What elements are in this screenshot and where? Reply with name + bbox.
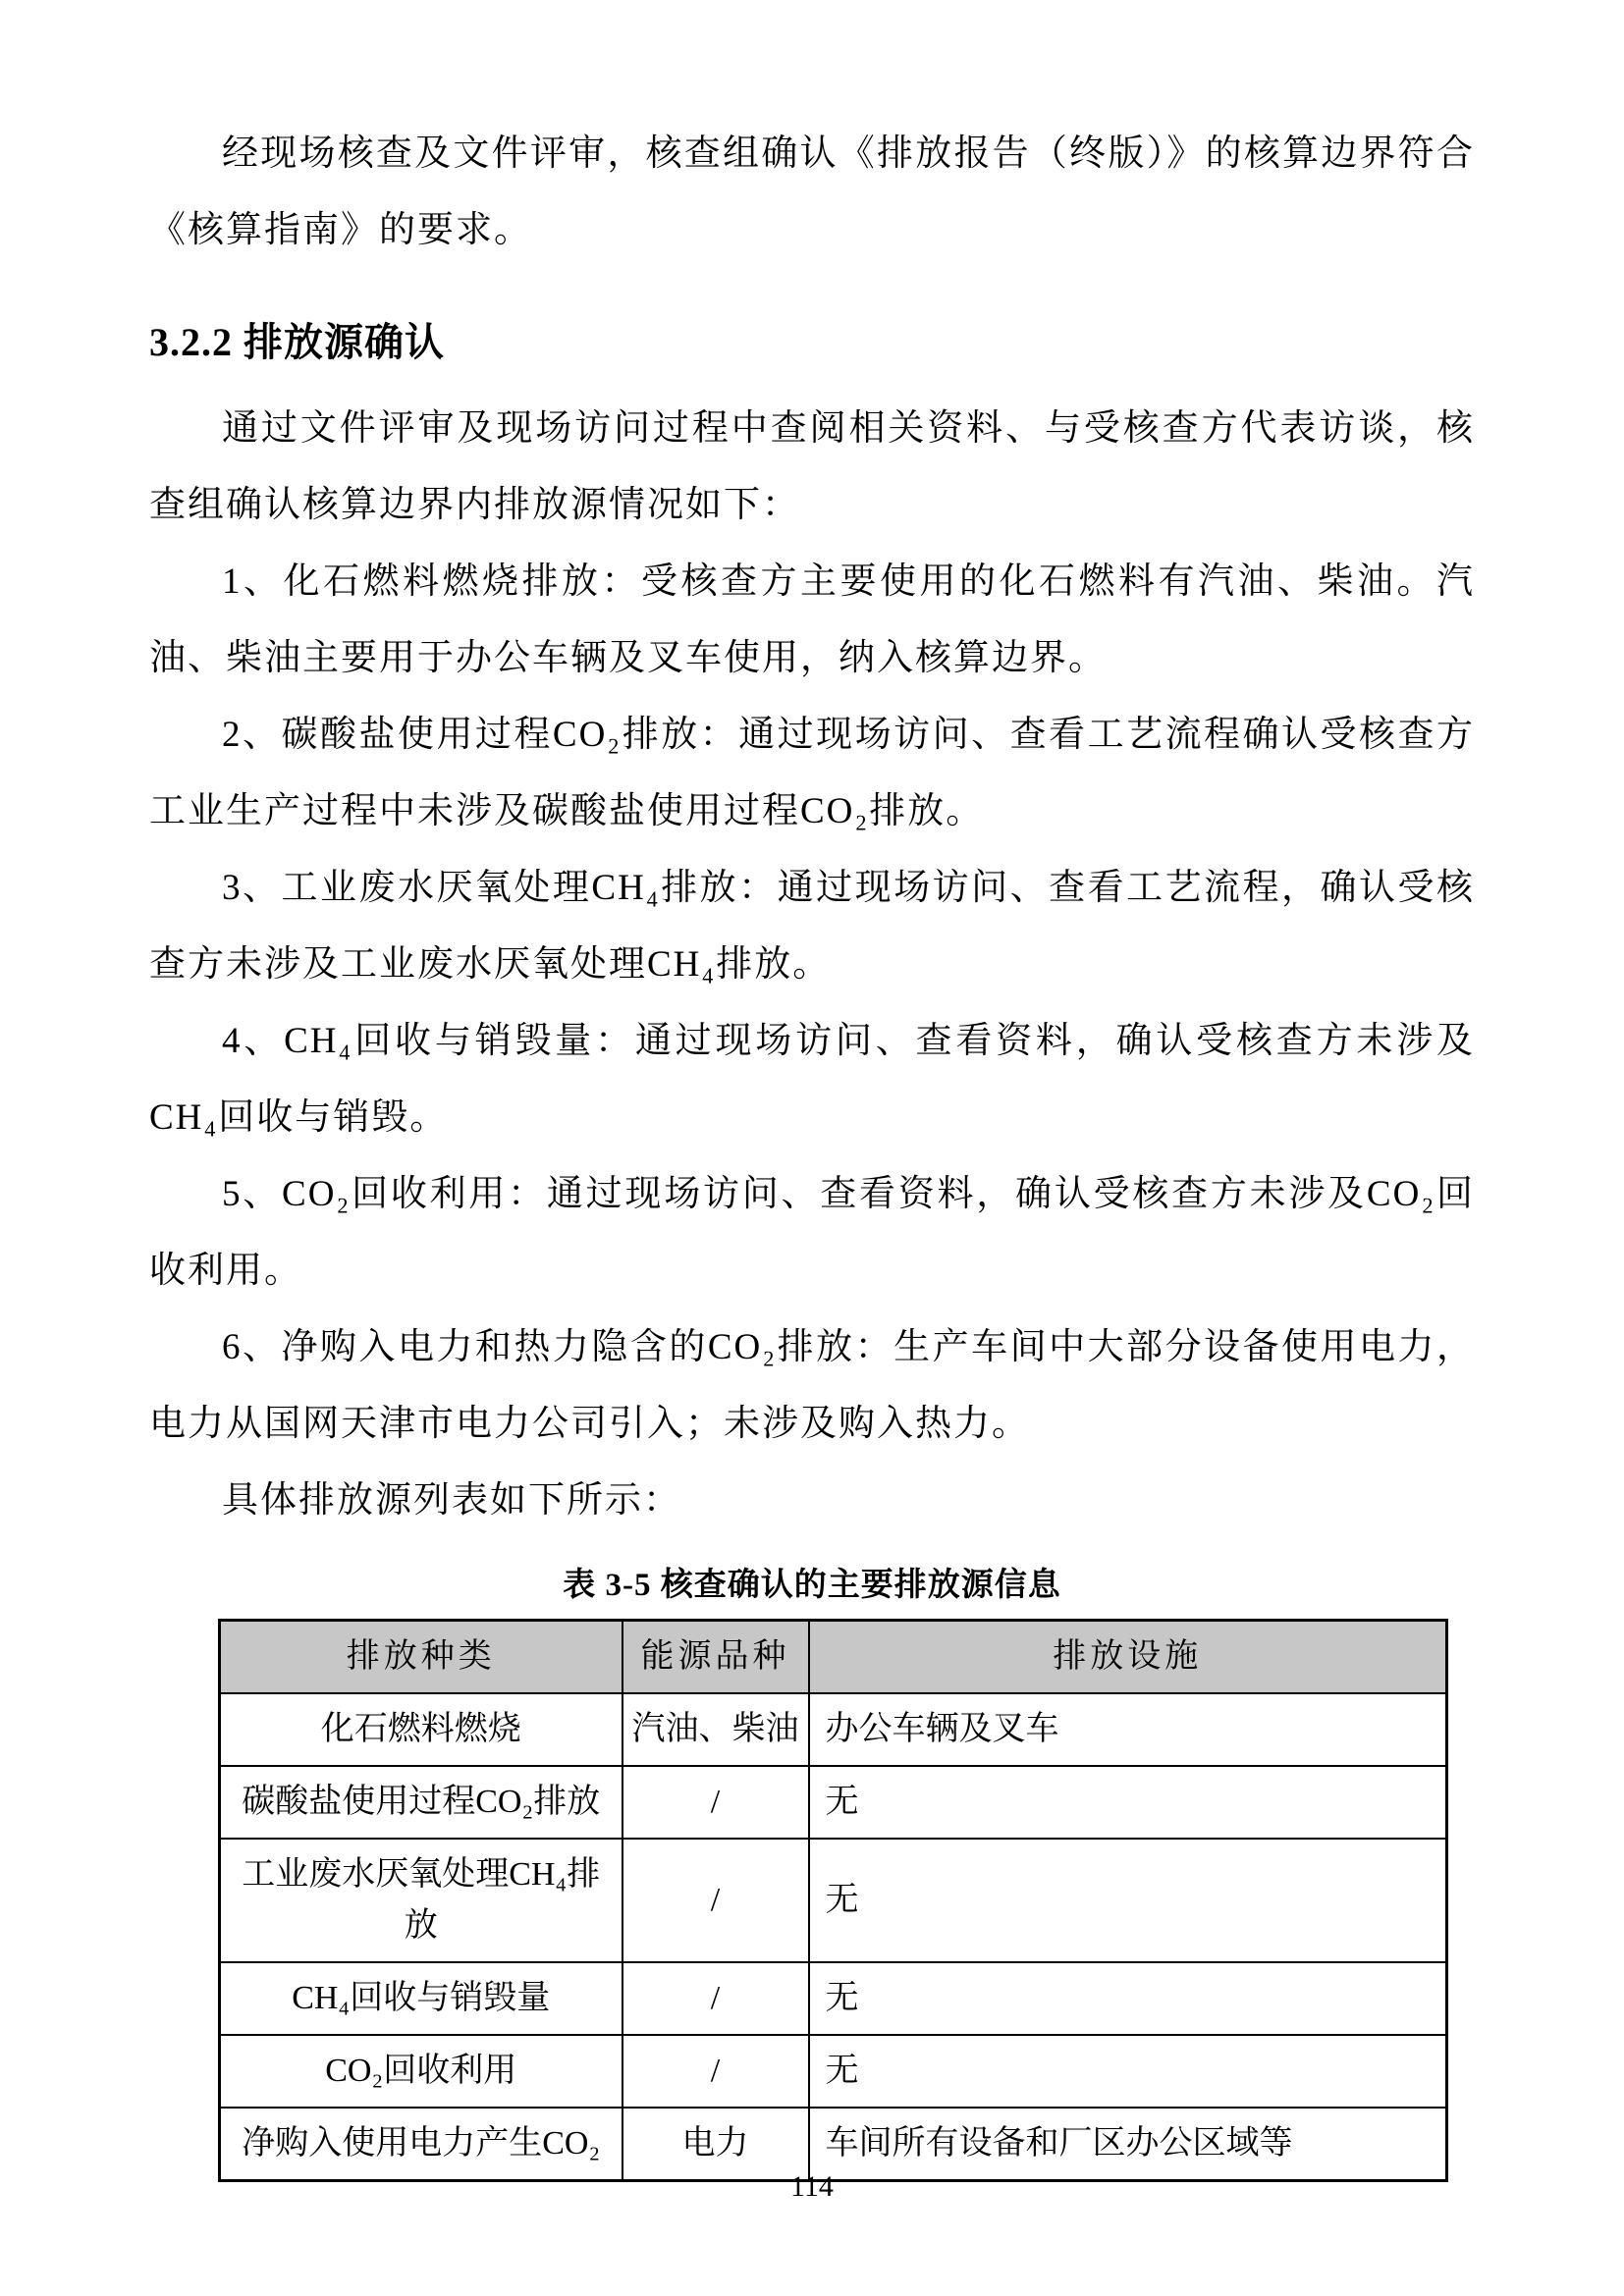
cell-emission-facility: 无 <box>809 1839 1447 1962</box>
cell-emission-facility: 无 <box>809 1766 1447 1839</box>
section-heading: 3.2.2 排放源确认 <box>149 320 445 364</box>
cell-energy-kind: 汽油、柴油 <box>623 1693 809 1766</box>
paragraph-list-intro: 具体排放源列表如下所示： <box>222 1480 681 1521</box>
header-emission-facility: 排放设施 <box>809 1621 1447 1694</box>
table-row <box>220 1766 1447 1839</box>
cell-emission-type: 净购入使用电力产生CO₂ <box>220 2108 623 2181</box>
cell-emission-facility: 办公车辆及叉车 <box>809 1693 1447 1766</box>
emission-source-table <box>218 1619 1448 2182</box>
cell-energy-kind: / <box>623 1962 809 2035</box>
table-row <box>220 1962 1447 2035</box>
header-energy-kind: 能源品种 <box>623 1621 809 1694</box>
page-number: 114 <box>790 2170 834 2203</box>
paragraph-item-6: 6、净购入电力和热力隐含的CO₂排放：生产车间中大部分设备使用电力，电力从国网天津市电力公司引入；未涉及购入热力。 <box>149 1327 1475 1444</box>
table-caption: 表 3-5 核查确认的主要排放源信息 <box>563 1568 1061 1603</box>
cell-emission-type: CH₄回收与销毁量 <box>220 1962 623 2035</box>
cell-emission-type: CO₂回收利用 <box>220 2035 623 2108</box>
intro-paragraph: 经现场核查及文件评审，核查组确认《排放报告（终版）》的核算边界符合《核算指南》的要求。 <box>149 133 1475 250</box>
paragraph-item-4: 4、CH₄回收与销毁量：通过现场访问、查看资料，确认受核查方未涉及CH₄回收与销毁。 <box>149 1021 1475 1138</box>
cell-energy-kind: / <box>623 1839 809 1962</box>
paragraph-item-5: 5、CO₂回收利用：通过现场访问、查看资料，确认受核查方未涉及CO₂回收利用。 <box>149 1174 1475 1291</box>
table-row <box>220 1839 1447 1962</box>
header-emission-type: 排放种类 <box>220 1621 623 1694</box>
cell-emission-type: 碳酸盐使用过程CO₂排放 <box>220 1766 623 1839</box>
table-row <box>220 1693 1447 1766</box>
paragraph-item-2: 2、碳酸盐使用过程CO₂排放：通过现场访问、查看工艺流程确认受核查方工业生产过程中未涉及碳酸盐使用过程CO₂排放。 <box>149 715 1475 831</box>
table-row <box>220 2035 1447 2108</box>
cell-emission-type: 化石燃料燃烧 <box>220 1693 623 1766</box>
paragraph-item-1: 1、化石燃料燃烧排放：受核查方主要使用的化石燃料有汽油、柴油。汽油、柴油主要用于办公车辆及叉车使用，纳入核算边界。 <box>149 561 1475 678</box>
cell-emission-facility: 无 <box>809 2035 1447 2108</box>
cell-energy-kind: / <box>623 2035 809 2108</box>
paragraph-item-3: 3、工业废水厌氧处理CH₄排放：通过现场访问、查看工艺流程，确认受核查方未涉及工业废水厌氧处理CH₄排放。 <box>149 868 1475 985</box>
cell-energy-kind: 电力 <box>623 2108 809 2181</box>
cell-emission-type: 工业废水厌氧处理CH₄排放 <box>220 1839 623 1962</box>
cell-emission-facility: 无 <box>809 1962 1447 2035</box>
cell-energy-kind: / <box>623 1766 809 1839</box>
cell-emission-facility: 车间所有设备和厂区办公区域等 <box>809 2108 1447 2181</box>
table-header-row <box>220 1621 1447 1694</box>
paragraph: 通过文件评审及现场访问过程中查阅相关资料、与受核查方代表访谈，核查组确认核算边界内排放源情况如下： <box>149 408 1475 525</box>
